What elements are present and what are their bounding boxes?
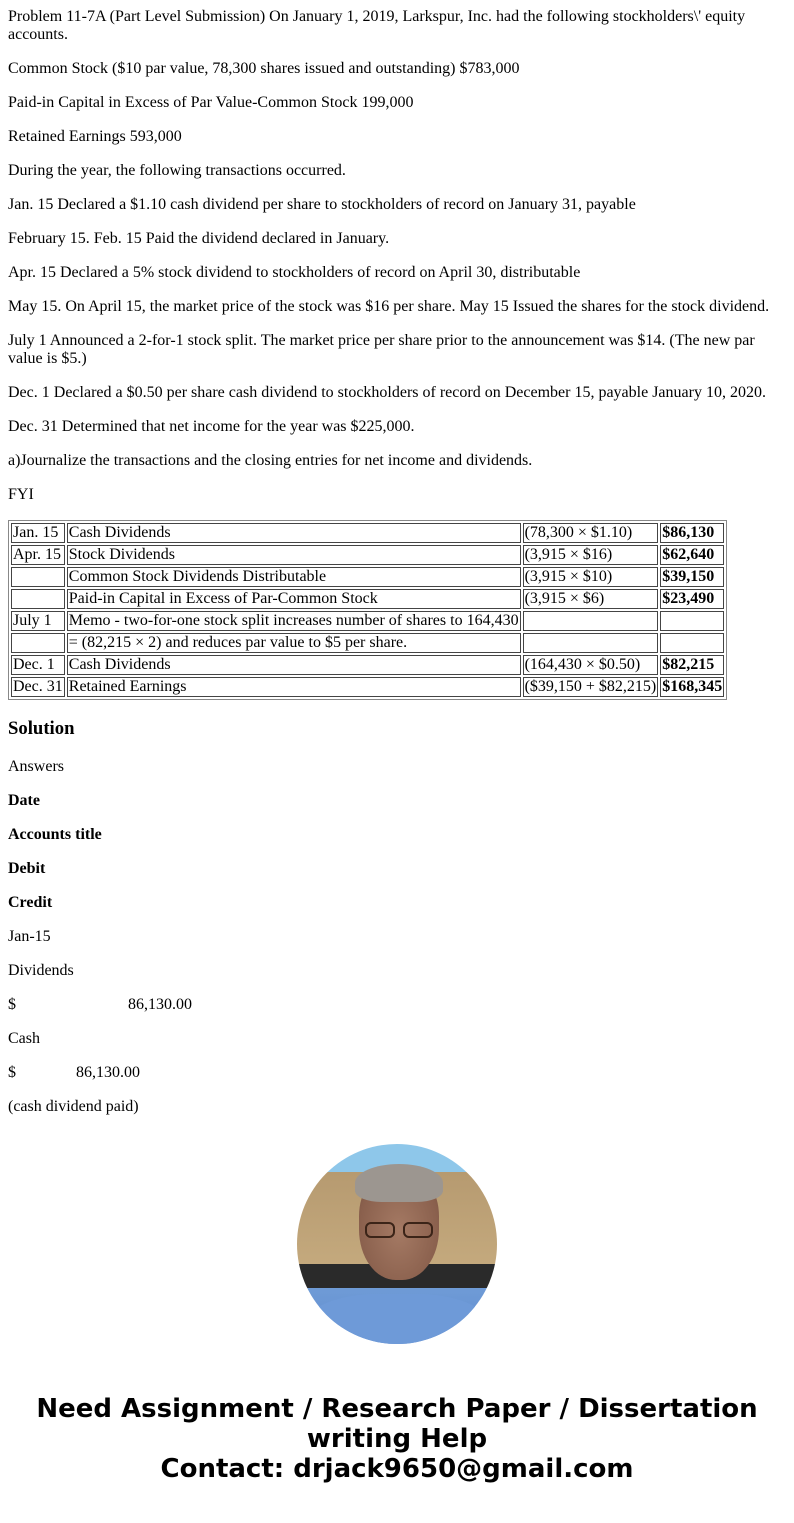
solution-heading: Solution	[8, 718, 75, 739]
entry-credit-amount-row	[8, 1064, 786, 1082]
row-account: Stock Dividends	[67, 545, 521, 565]
author-photo-container	[0, 1144, 794, 1344]
table-row	[11, 567, 724, 587]
row-amount	[660, 611, 724, 631]
row-date: Apr. 15	[11, 545, 65, 565]
row-amount	[660, 633, 724, 653]
row-amount: $86,130	[660, 523, 724, 543]
header-date: Date	[8, 792, 40, 809]
table-row	[11, 545, 724, 565]
row-account: Memo - two-for-one stock split increases number of shares to 164,430	[68, 612, 519, 629]
row-calc	[523, 611, 659, 631]
transaction-line: May 15. On April 15, the market price of the stock was $16 per share. May 15 Issued the shares for the stock dividend.	[8, 298, 770, 315]
table-row	[11, 589, 724, 609]
row-account: = (82,215 × 2) and reduces par value to $5 per share.	[67, 633, 521, 653]
row-calc: (3,915 × $16)	[523, 545, 659, 565]
promo-contact: Contact: drjack9650@gmail.com	[160, 1454, 634, 1484]
table-row	[11, 633, 724, 653]
transaction-line: Dec. 1 Declared a $0.50 per share cash dividend to stockholders of record on December 15, payable January 10, 2020.	[8, 384, 766, 401]
credit-amount: 86,130.00	[76, 1064, 140, 1081]
row-amount: $168,345	[662, 678, 723, 695]
row-date: Dec. 1	[11, 655, 65, 675]
promo-line-1: Need Assignment / Research Paper / Dissertation writing Help	[36, 1394, 758, 1454]
row-calc: (3,915 × $10)	[523, 567, 659, 587]
transaction-line: July 1 Announced a 2-for-1 stock split. The market price per share prior to the announcement was $14. (The new par value is $5.)	[8, 332, 755, 367]
transaction-line: February 15. Feb. 15 Paid the dividend declared in January.	[8, 230, 390, 247]
row-amount: $39,150	[660, 567, 724, 587]
problem-intro: Problem 11-7A (Part Level Submission) On January 1, 2019, Larkspur, Inc. had the following stockholders\' equity accounts.	[8, 8, 746, 43]
row-amount: $62,640	[660, 545, 724, 565]
transactions-intro: During the year, the following transactions occurred.	[8, 162, 346, 179]
row-account: Common Stock Dividends Distributable	[67, 567, 521, 587]
transaction-line: Dec. 31 Determined that net income for the year was $225,000.	[8, 418, 415, 435]
glasses-icon	[365, 1222, 433, 1240]
account-common-stock: Common Stock ($10 par value, 78,300 shares issued and outstanding) $783,000	[8, 60, 520, 77]
answers-label: Answers	[8, 758, 64, 775]
row-account: Cash Dividends	[67, 523, 521, 543]
row-amount: $82,215	[660, 655, 724, 675]
row-account: Cash Dividends	[67, 655, 521, 675]
debit-currency: $	[8, 996, 16, 1013]
entry-date: Jan-15	[8, 928, 51, 945]
row-calc: (78,300 × $1.10)	[523, 523, 659, 543]
table-row	[11, 523, 724, 543]
debit-amount: 86,130.00	[128, 996, 192, 1013]
row-calc: ($39,150 + $82,215)	[524, 678, 657, 695]
question: a)Journalize the transactions and the closing entries for net income and dividends.	[8, 452, 533, 469]
entry-debit-account: Dividends	[8, 962, 74, 979]
promo-banner	[0, 1394, 794, 1484]
header-debit: Debit	[8, 860, 46, 877]
avatar-shirt	[307, 1294, 487, 1344]
table-row	[11, 655, 724, 675]
row-date	[11, 589, 65, 609]
row-calc	[523, 633, 659, 653]
header-credit: Credit	[8, 894, 53, 911]
row-account: Paid-in Capital in Excess of Par-Common Stock	[67, 589, 521, 609]
transaction-line: Apr. 15 Declared a 5% stock dividend to stockholders of record on April 30, distributable	[8, 264, 581, 281]
entry-narration: (cash dividend paid)	[8, 1098, 139, 1115]
row-account: Retained Earnings	[67, 677, 521, 697]
fyi-label: FYI	[8, 486, 34, 503]
row-calc: (3,915 × $6)	[523, 589, 659, 609]
avatar-hair	[355, 1164, 443, 1202]
credit-currency: $	[8, 1064, 16, 1081]
header-accounts-title: Accounts title	[8, 826, 102, 843]
table-row	[11, 677, 724, 697]
fyi-table	[8, 520, 727, 700]
entry-credit-account: Cash	[8, 1030, 40, 1047]
row-date	[11, 633, 65, 653]
row-date: Jan. 15	[11, 523, 65, 543]
row-amount: $23,490	[660, 589, 724, 609]
row-calc: (164,430 × $0.50)	[523, 655, 659, 675]
table-row	[11, 611, 724, 631]
row-date: Dec. 31	[13, 678, 63, 695]
row-date: July 1	[11, 611, 65, 631]
entry-debit-amount-row	[8, 996, 786, 1014]
account-paid-in-capital: Paid-in Capital in Excess of Par Value-Common Stock 199,000	[8, 94, 414, 111]
author-avatar	[297, 1144, 497, 1344]
transaction-line: Jan. 15 Declared a $1.10 cash dividend per share to stockholders of record on January 31, payable	[8, 196, 636, 213]
account-retained-earnings: Retained Earnings 593,000	[8, 128, 182, 145]
row-date	[11, 567, 65, 587]
